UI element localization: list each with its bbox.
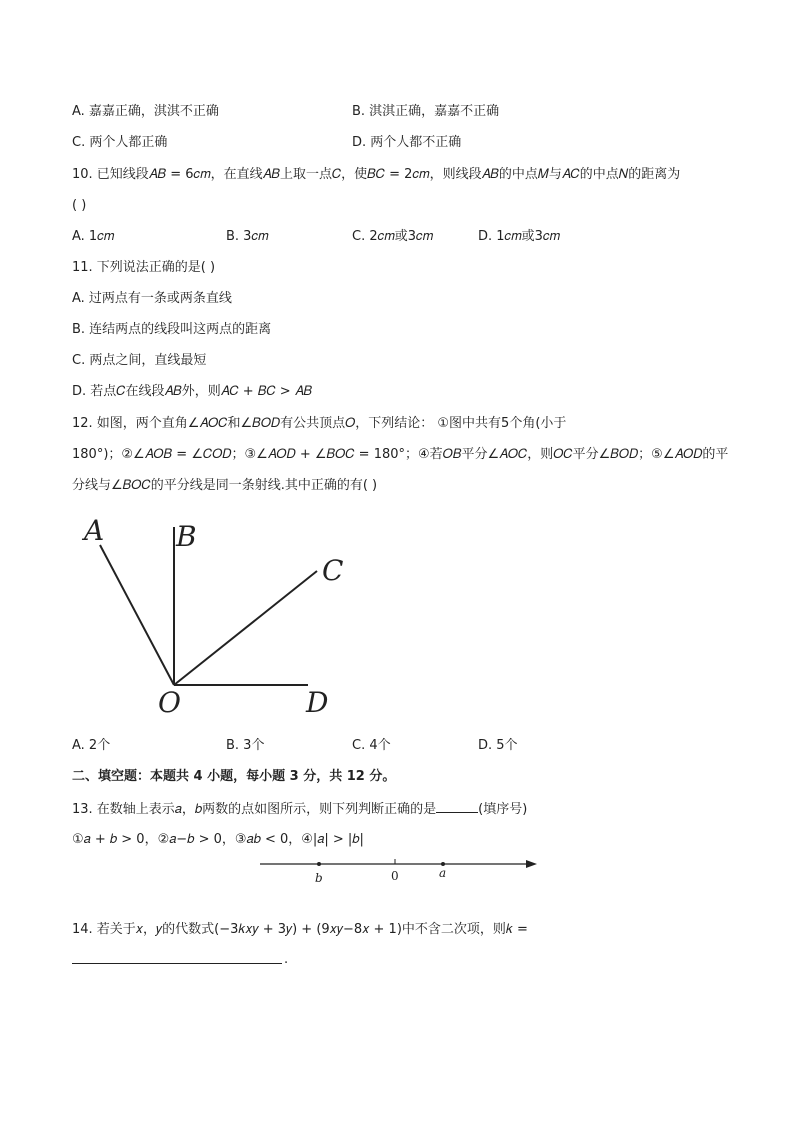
ray-oa xyxy=(100,545,174,685)
q9-option-d: D. 两个人都不正确 xyxy=(352,135,462,150)
q9-option-a: A. 嘉嘉正确，淇淇不正确 xyxy=(72,104,219,119)
q10-option-c: C. 2𝑐𝑚或3𝑐𝑚 xyxy=(352,229,434,244)
q12-option-c: C. 4个 xyxy=(352,738,391,753)
q11-option-d: D. 若点𝐶在线段𝐴𝐵外，则𝐴𝐶 + 𝐵𝐶 > 𝐴𝐵 xyxy=(72,384,313,399)
label-b: B xyxy=(176,520,197,553)
number-line xyxy=(258,852,543,886)
label-a-point: a xyxy=(439,866,447,880)
q14-answer-blank[interactable] xyxy=(72,963,282,964)
angle-figure xyxy=(72,508,372,723)
q10-option-d: D. 1𝑐𝑚或3𝑐𝑚 xyxy=(478,229,561,244)
q10-option-b: B. 3𝑐𝑚 xyxy=(226,229,269,244)
q14-end-period: . xyxy=(284,952,289,967)
q12-stem-line1: 12. 如图，两个直角∠𝐴𝑂𝐶和∠𝐵𝑂𝐷有公共顶点𝑂，下列结论： ①图中共有5个角(小于 xyxy=(72,416,567,431)
label-o: O xyxy=(158,686,181,719)
q12-stem-line3: 分线与∠𝐵𝑂𝐶的平分线是同一条射线.其中正确的有( ) xyxy=(72,478,378,493)
q11-option-b: B. 连结两点的线段叫这两点的距离 xyxy=(72,322,272,337)
label-b-point: b xyxy=(315,871,323,885)
q12-option-b: B. 3个 xyxy=(226,738,265,753)
number-line-arrow-icon xyxy=(526,860,537,868)
q12-option-a: A. 2个 xyxy=(72,738,111,753)
q11-option-c: C. 两点之间，直线最短 xyxy=(72,353,207,368)
point-b xyxy=(317,862,321,866)
q14-stem: 14. 若关于𝑥，𝑦的代数式(−3𝑘𝑥𝑦 + 3𝑦) + (9𝑥𝑦−8𝑥 + 1)中不含二次项，则𝑘 = xyxy=(72,922,528,937)
q12-option-d: D. 5个 xyxy=(478,738,518,753)
label-c: C xyxy=(322,554,344,587)
q10-stem-line1: 10. 已知线段𝐴𝐵 = 6𝑐𝑚，在直线𝐴𝐵上取一点𝐶，使𝐵𝐶 = 2𝑐𝑚，则线段𝐴𝐵的中点𝑀与𝐴𝐶的中点𝑁的距离为 xyxy=(72,167,681,182)
label-a: A xyxy=(84,514,105,547)
q12-stem-line2: 180°)；②∠𝐴𝑂𝐵 = ∠𝐶𝑂𝐷；③∠𝐴𝑂𝐷 + ∠𝐵𝑂𝐶 = 180°；④若𝑂𝐵平分∠𝐴𝑂𝐶，则𝑂𝐶平分∠𝐵𝑂𝐷；⑤∠𝐴𝑂𝐷的平 xyxy=(72,447,729,462)
q10-stem-line2: ( ) xyxy=(72,198,87,213)
q11-option-a: A. 过两点有一条或两条直线 xyxy=(72,291,232,306)
label-zero: 0 xyxy=(391,869,399,883)
label-d: D xyxy=(306,686,329,719)
q13-stem xyxy=(72,800,527,819)
section-title: 二、填空题：本题共 4 小题，每小题 3 分，共 12 分。 xyxy=(72,769,396,784)
q13-answer-blank[interactable] xyxy=(436,800,478,813)
q11-stem: 11. 下列说法正确的是( ) xyxy=(72,260,216,275)
q9-option-b: B. 淇淇正确，嘉嘉不正确 xyxy=(352,104,500,119)
q13-stem-after: (填序号) xyxy=(478,802,528,817)
ray-oc xyxy=(174,571,317,685)
q10-option-a: A. 1𝑐𝑚 xyxy=(72,229,115,244)
q9-option-c: C. 两个人都正确 xyxy=(72,135,168,150)
q13-items: ①𝑎 + 𝑏 > 0，②𝑎−𝑏 > 0，③𝑎𝑏 < 0，④|𝑎| > |𝑏| xyxy=(72,832,364,847)
q13-stem-before: 13. 在数轴上表示𝑎，𝑏两数的点如图所示，则下列判断正确的是 xyxy=(72,802,437,817)
